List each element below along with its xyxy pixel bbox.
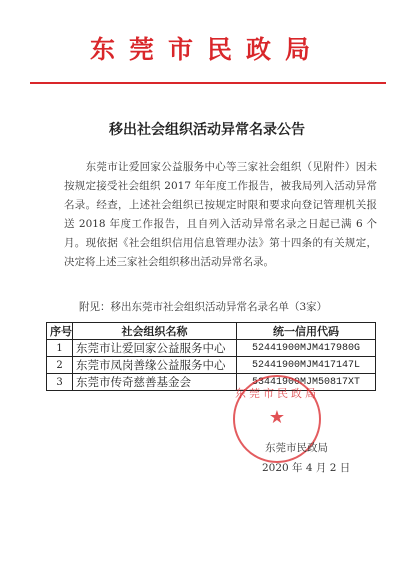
credit-code: 52441900MJM417980G [237,340,376,357]
document-title: 移出社会组织活动异常名录公告 [109,122,305,138]
org-name: 东莞市让爱回家公益服务中心 [73,340,237,357]
attachment-note: 附见：移出东莞市社会组织活动异常名录名单（3家） [79,301,328,313]
red-divider [30,82,386,84]
row-number: 2 [47,357,73,374]
row-number: 1 [47,340,73,357]
org-name: 东莞市凤岗善缘公益服务中心 [73,357,237,374]
table-header-row [47,323,376,340]
signature-date: 2020 年 4 月 2 日 [262,462,351,474]
row-number: 3 [47,374,73,391]
table-row [47,374,376,391]
announcement-body: 东莞市让爱回家公益服务中心等三家社会组织（见附件）因未按规定接受社会组织 2017 年年度工作报告，被我局列入活动异常名录。经查，上述社会组织已按规定时限和要求向登记管理机关报送 2018 年度工作报告，且自列入活动异常名录之日起已满 6 个月。现依据《社会组织信用信息管理办法》第十四条的有关规定，决定将上述三家社会组织移出活动异常名录。 [64,161,377,268]
credit-code: 53441900MJM50817XT [237,374,376,391]
header-org-name: 社会组织名称 [73,323,237,340]
seal-text: 东莞市民政局 [235,387,319,400]
org-name: 东莞市传奇慈善基金会 [73,374,237,391]
credit-code: 52441900MJM417147L [237,357,376,374]
organization-table [46,322,376,391]
table-row [47,340,376,357]
header-number: 序号 [47,323,73,340]
seal-star-icon: ★ [268,407,286,428]
header-credit-code: 统一信用代码 [237,323,376,340]
table-row [47,357,376,374]
bureau-header: 东莞市民政局 [89,35,324,64]
signature-org: 东莞市民政局 [265,442,328,454]
